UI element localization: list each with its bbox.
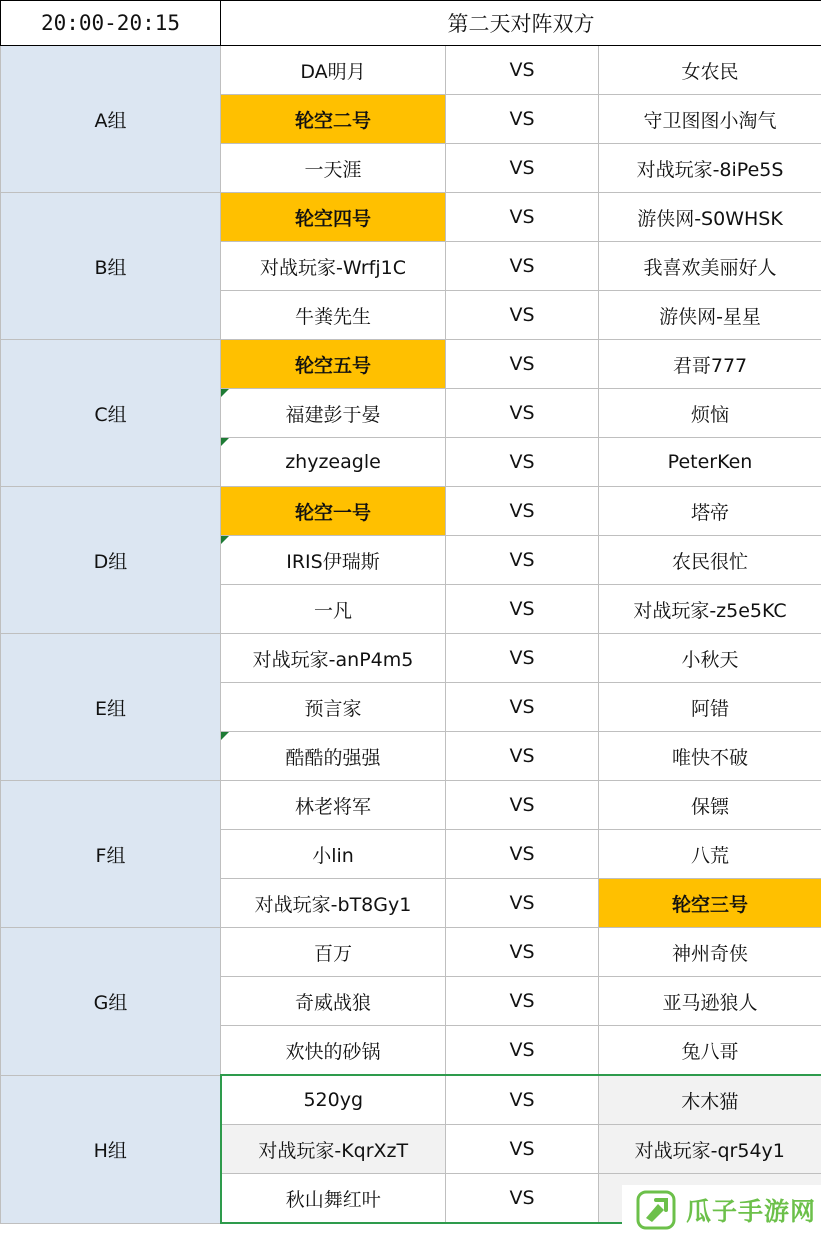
player-right[interactable]	[599, 1026, 821, 1076]
player-left-name: 轮空二号	[294, 109, 371, 132]
player-right[interactable]	[599, 291, 821, 340]
player-right-name: 农民很忙	[672, 550, 749, 573]
vs-label[interactable]: VS	[446, 585, 599, 634]
player-left-name: 轮空四号	[294, 207, 371, 230]
player-right[interactable]	[599, 928, 821, 977]
player-left-name: 一天涯	[304, 158, 362, 181]
vs-label[interactable]: VS	[446, 46, 599, 95]
vs-label[interactable]: VS	[446, 683, 599, 732]
player-left[interactable]	[221, 977, 446, 1026]
player-left-name: 对战玩家-KqrXzT	[258, 1139, 409, 1162]
player-right[interactable]	[599, 193, 821, 242]
player-right-name: 对战玩家-8iPe5S	[636, 158, 784, 181]
watermark	[622, 1185, 821, 1235]
vs-label[interactable]: VS	[446, 144, 599, 193]
player-right-name: 守卫图图小淘气	[643, 109, 777, 132]
player-right-name: 君哥777	[672, 354, 748, 377]
player-right[interactable]	[599, 487, 821, 536]
player-left[interactable]	[221, 242, 446, 291]
player-right[interactable]	[599, 634, 821, 683]
player-left-name: 牛粪先生	[294, 305, 371, 328]
vs-label[interactable]: VS	[446, 1174, 599, 1224]
player-left-name: 对战玩家-Wrfj1C	[260, 256, 406, 279]
match-row	[1, 340, 821, 389]
match-row	[1, 1075, 821, 1125]
vs-label[interactable]: VS	[446, 781, 599, 830]
player-right[interactable]	[599, 46, 821, 95]
group-label[interactable]: E组	[1, 634, 221, 781]
vs-label[interactable]: VS	[446, 242, 599, 291]
vs-label[interactable]: VS	[446, 830, 599, 879]
player-left-name: 酷酷的强强	[285, 746, 381, 769]
match-row	[1, 46, 821, 95]
player-right-name: 游侠网-星星	[659, 305, 761, 328]
player-right-name: 轮空三号	[672, 893, 749, 916]
player-left-name: 轮空一号	[294, 501, 371, 524]
match-row	[1, 781, 821, 830]
player-right-name: 对战玩家-qr54y1	[634, 1139, 785, 1162]
player-right[interactable]	[599, 438, 821, 487]
vs-label[interactable]: VS	[446, 1026, 599, 1076]
player-left-name: 小lin	[312, 844, 354, 867]
player-right-name: 木木猫	[681, 1090, 739, 1113]
player-left[interactable]	[221, 585, 446, 634]
player-left[interactable]	[221, 536, 446, 585]
player-left[interactable]	[221, 1075, 446, 1125]
vs-label[interactable]: VS	[446, 634, 599, 683]
player-right[interactable]	[599, 683, 821, 732]
group-label[interactable]: B组	[1, 193, 221, 340]
player-left[interactable]	[221, 928, 446, 977]
comment-indicator-icon	[221, 438, 229, 446]
player-left-name: 轮空五号	[294, 354, 371, 377]
player-left-name: DA明月	[300, 60, 366, 83]
player-right-name: 唯快不破	[672, 746, 749, 769]
player-right-name: 烦恼	[691, 403, 730, 426]
player-right-name: 八荒	[691, 844, 730, 867]
comment-indicator-icon	[221, 732, 229, 740]
player-left-name: 对战玩家-anP4m5	[252, 648, 414, 671]
player-right[interactable]	[599, 536, 821, 585]
player-left[interactable]	[221, 389, 446, 438]
player-left[interactable]	[221, 634, 446, 683]
vs-label[interactable]: VS	[446, 977, 599, 1026]
player-right-name: 阿错	[691, 697, 730, 720]
player-right-name: 我喜欢美丽好人	[643, 256, 777, 279]
group-label[interactable]: F组	[1, 781, 221, 928]
player-right[interactable]	[599, 585, 821, 634]
player-left-name: 百万	[313, 942, 352, 965]
vs-label[interactable]: VS	[446, 340, 599, 389]
player-left-name: 福建彭于晏	[285, 403, 381, 426]
player-right-name: PeterKen	[667, 451, 753, 473]
player-left[interactable]	[221, 1174, 446, 1224]
vs-label[interactable]: VS	[446, 487, 599, 536]
player-left[interactable]	[221, 95, 446, 144]
player-left[interactable]	[221, 46, 446, 95]
group-label[interactable]: H组	[1, 1075, 221, 1223]
player-left-name: 欢快的砂锅	[285, 1040, 381, 1063]
player-left[interactable]	[221, 781, 446, 830]
player-left-name: 秋山舞红叶	[285, 1188, 381, 1211]
player-left[interactable]	[221, 1125, 446, 1174]
player-right-name: 亚马逊狼人	[662, 991, 758, 1014]
vs-label[interactable]: VS	[446, 732, 599, 781]
title-cell[interactable]: 第二天对阵双方	[221, 1, 821, 46]
player-left[interactable]	[221, 144, 446, 193]
player-left[interactable]	[221, 683, 446, 732]
player-right-name: 游侠网-S0WHSK	[637, 207, 783, 230]
player-left[interactable]	[221, 1026, 446, 1076]
match-row	[1, 193, 821, 242]
group-label[interactable]: D组	[1, 487, 221, 634]
player-right-name: 对战玩家-z5e5KC	[633, 599, 787, 622]
player-left-name: 预言家	[304, 697, 362, 720]
player-left[interactable]	[221, 830, 446, 879]
vs-label[interactable]: VS	[446, 928, 599, 977]
player-right-name: 小秋天	[681, 648, 739, 671]
player-right[interactable]	[599, 1125, 821, 1174]
player-right[interactable]	[599, 732, 821, 781]
player-right[interactable]	[599, 95, 821, 144]
player-left[interactable]	[221, 879, 446, 928]
player-left-name: 林老将军	[294, 795, 371, 818]
player-left[interactable]	[221, 732, 446, 781]
vs-label[interactable]: VS	[446, 291, 599, 340]
player-right-name: 兔八哥	[681, 1040, 739, 1063]
vs-label[interactable]: VS	[446, 1075, 599, 1125]
player-right[interactable]	[599, 389, 821, 438]
comment-indicator-icon	[221, 389, 229, 397]
vs-label[interactable]: VS	[446, 536, 599, 585]
guazi-logo-icon	[636, 1190, 676, 1230]
player-left-name: 奇威战狼	[294, 991, 371, 1014]
player-left[interactable]	[221, 487, 446, 536]
player-right-name: 保镖	[691, 795, 730, 818]
player-left-name: 对战玩家-bT8Gy1	[254, 893, 412, 916]
watermark-text: 瓜子手游网	[686, 1197, 817, 1226]
player-right[interactable]	[599, 879, 821, 928]
player-left-name: 520yg	[303, 1089, 364, 1111]
vs-label[interactable]: VS	[446, 1125, 599, 1174]
group-label[interactable]: G组	[1, 928, 221, 1076]
vs-label[interactable]: VS	[446, 193, 599, 242]
time-cell[interactable]: 20:00-20:15	[1, 1, 221, 46]
player-left[interactable]	[221, 193, 446, 242]
match-row	[1, 928, 821, 977]
comment-indicator-icon	[221, 536, 229, 544]
group-label[interactable]: C组	[1, 340, 221, 487]
player-left-name: zhyzeagle	[285, 451, 381, 473]
player-right[interactable]	[599, 1075, 821, 1125]
player-right-name: 塔帝	[691, 501, 730, 524]
match-row	[1, 634, 821, 683]
player-right[interactable]	[599, 144, 821, 193]
player-left[interactable]	[221, 291, 446, 340]
player-right[interactable]	[599, 340, 821, 389]
vs-label[interactable]: VS	[446, 879, 599, 928]
player-right[interactable]	[599, 781, 821, 830]
player-left-name: 一凡	[313, 599, 352, 622]
player-left[interactable]	[221, 340, 446, 389]
player-left[interactable]	[221, 438, 446, 487]
player-right-name: 女农民	[681, 60, 739, 83]
group-label[interactable]: A组	[1, 46, 221, 193]
player-right[interactable]	[599, 977, 821, 1026]
header-row	[1, 1, 821, 46]
vs-label[interactable]: VS	[446, 389, 599, 438]
player-left-name: IRIS伊瑞斯	[286, 550, 380, 573]
vs-label[interactable]: VS	[446, 438, 599, 487]
player-right[interactable]	[599, 830, 821, 879]
player-right-name: 神州奇侠	[672, 942, 749, 965]
player-right[interactable]	[599, 242, 821, 291]
match-row	[1, 487, 821, 536]
vs-label[interactable]: VS	[446, 95, 599, 144]
